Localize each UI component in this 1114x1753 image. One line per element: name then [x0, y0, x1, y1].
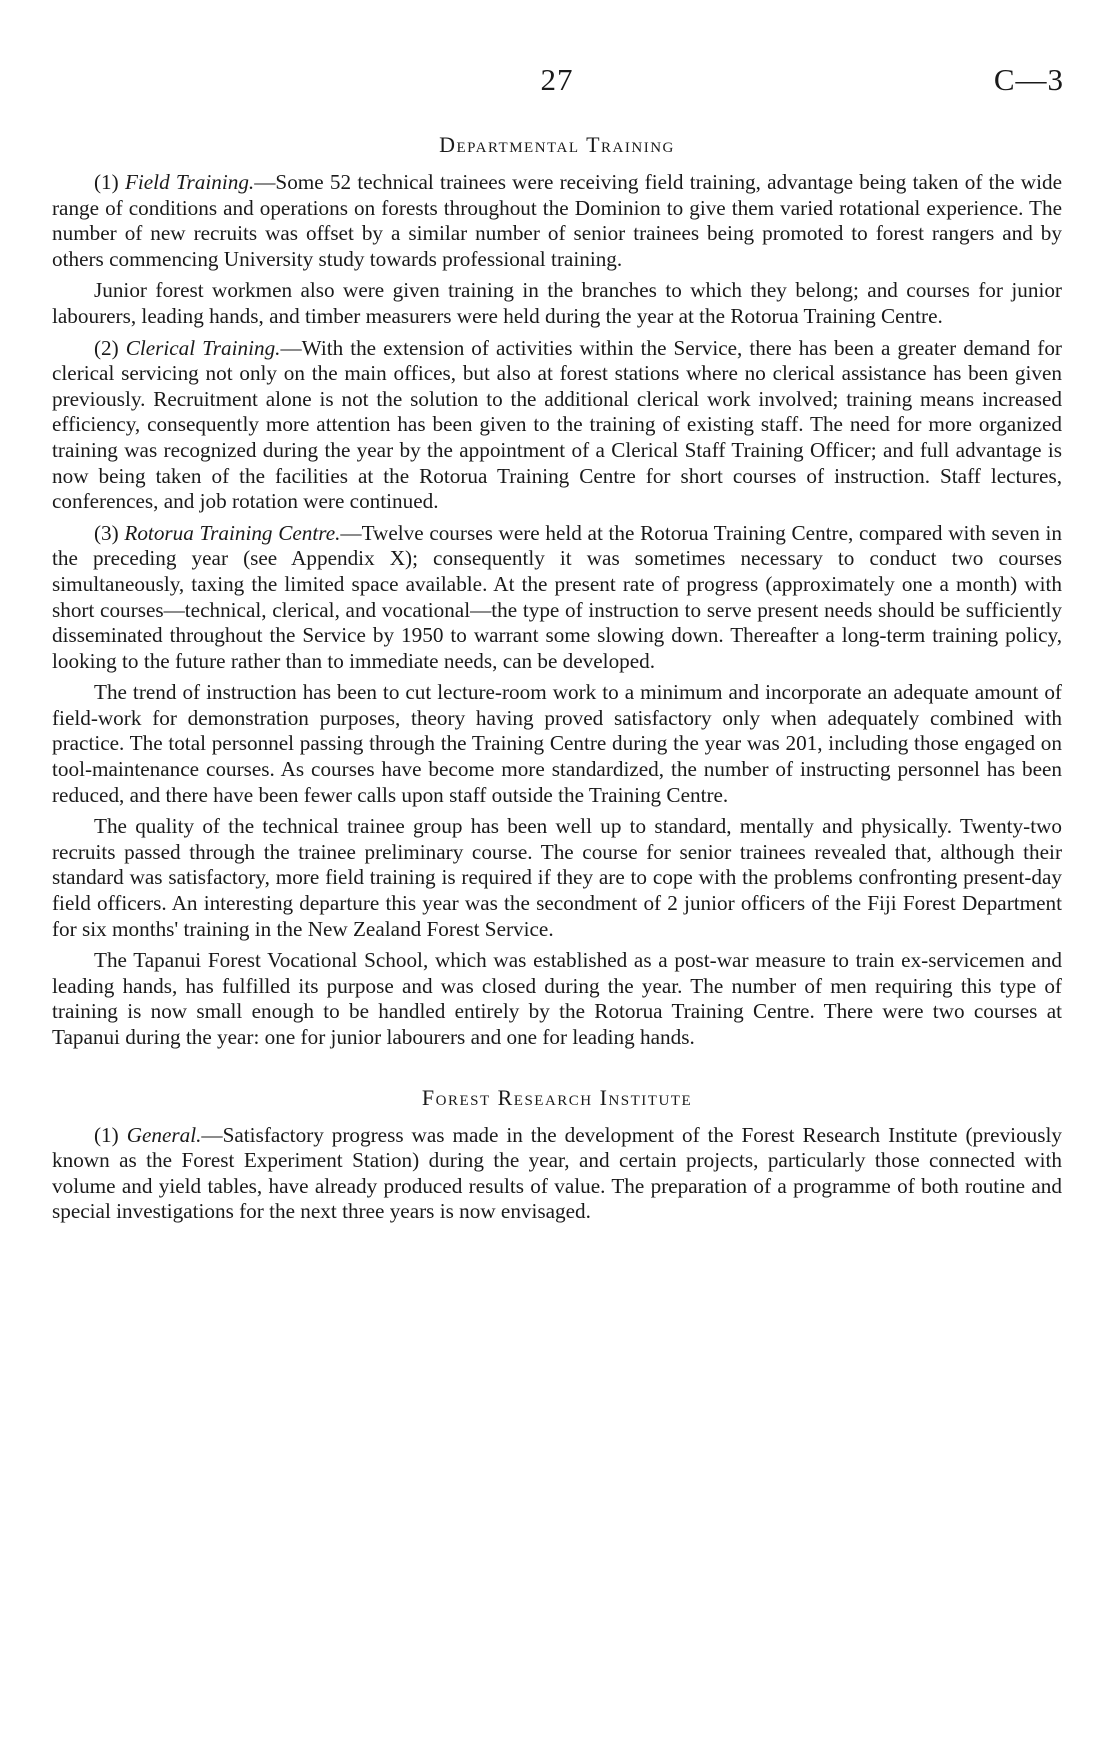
paragraph-number: (2): [94, 335, 126, 360]
paragraph-text: —Satisfactory progress was made in the development of the Forest Research Institute (previously known as the Forest Experiment Station) during the year, and certain projects, particularly those connected with volume and yield tables, have already produced results of value. The preparation of a programme of both routine and special investigations for the next three years is now envisaged.: [52, 1122, 1062, 1224]
paragraph-general: [52, 1123, 1062, 1225]
paragraph-title: Rotorua Training Centre.: [124, 520, 341, 545]
section-heading-departmental-training: Departmental Training: [439, 132, 675, 157]
paragraph-text: —Twelve courses were held at the Rotorua Training Centre, compared with seven in the preceding year (see Appendix X); consequently it was sometimes necessary to conduct two courses simultaneously, taxing the limited space available. At the present rate of progress (approximately one a month) with short courses—technical, clerical, and vocational—the type of instruction to serve present needs should be sufficiently disseminated throughout the Service by 1950 to warrant some slowing down. Thereafter a long-term training policy, looking to the future rather than to immediate needs, can be developed.: [52, 520, 1062, 673]
paragraph-text: —With the extension of activities within the Service, there has been a greater demand for clerical servicing not only on the main offices, but also at forest stations where no clerical assistance has been given previously. Recruitment alone is not the solution to the additional clerical work involved; training means increased efficiency, consequently more attention has been given to the training of existing staff. The need for more organized training was recognized during the year by the appointment of a Clerical Staff Training Officer; and full advantage is now being taken of the facilities at the Rotorua Training Centre for short courses of instruction. Staff lectures, conferences, and job rotation were continued.: [52, 335, 1062, 514]
document-body: [52, 132, 1062, 1231]
paragraph-clerical-training: [52, 336, 1062, 515]
paragraph-title: Field Training.: [124, 170, 255, 194]
paragraph-text: The trend of instruction has been to cut lecture-room work to a minimum and incorporate an adequate amount of field-work for demonstration purposes, theory having proved satisfactory only when adequately combined with practice. The total personnel passing through the Training Centre during the year was 201, including those engaged on tool-maintenance courses. As courses have become more standardized, the number of instructing personnel has been reduced, and there have been fewer calls upon staff outside the Training Centre.: [52, 680, 1062, 807]
paragraph-text: The quality of the technical trainee group has been well up to standard, mentally and physically. Twenty-two recruits passed through the trainee preliminary course. The course for senior trainees revealed that, although their standard was satisfactory, more field training is required if they are to cope with the problems confronting present-day field officers. An interesting departure this year was the secondment of 2 junior officers of the Fiji Forest Department for six months' training in the New Zealand Forest Service.: [52, 814, 1062, 941]
page-number: 27: [540, 62, 574, 97]
paragraph-trend-of-instruction: [52, 680, 1062, 808]
paragraph-text: The Tapanui Forest Vocational School, which was established as a post-war measure to train ex-servicemen and leading hands, has fulfilled its purpose and was closed during the year. The number of men requiring this type of training is now small enough to be handled entirely by the Rotorua Training Centre. There were two courses at Tapanui during the year: one for junior labourers and one for leading hands.: [52, 948, 1062, 1049]
paragraph-number: (3): [94, 520, 125, 545]
paragraph-trainee-quality: [52, 814, 1062, 942]
paragraph-field-training: [52, 170, 1062, 272]
section-heading-forest-research-institute: Forest Research Institute: [421, 1084, 693, 1110]
paragraph-rotorua-training-centre: [52, 521, 1062, 675]
paragraph-title: Clerical Training.: [125, 335, 281, 360]
paragraph-text: —Some 52 technical trainees were receiving field training, advantage being taken of the wide range of conditions and operations on forests throughout the Dominion to give them varied rotational experience. The number of new recruits was offset by a similar number of senior trainees being promoted to forest rangers and by others commencing University study towards professional training.: [52, 170, 1062, 271]
paragraph-junior-workmen: [52, 278, 1062, 329]
paragraph-tapanui-school: [52, 948, 1062, 1050]
paragraph-number: (1): [94, 170, 125, 194]
paragraph-title: General.: [126, 1122, 202, 1147]
report-code: C—3: [993, 62, 1064, 97]
paragraph-text: Junior forest workmen also were given training in the branches to which they belong; and courses for junior labourers, leading hands, and timber measurers were held during the year at the Rotorua Training Centre.: [52, 278, 1062, 328]
paragraph-number: (1): [94, 1122, 127, 1147]
